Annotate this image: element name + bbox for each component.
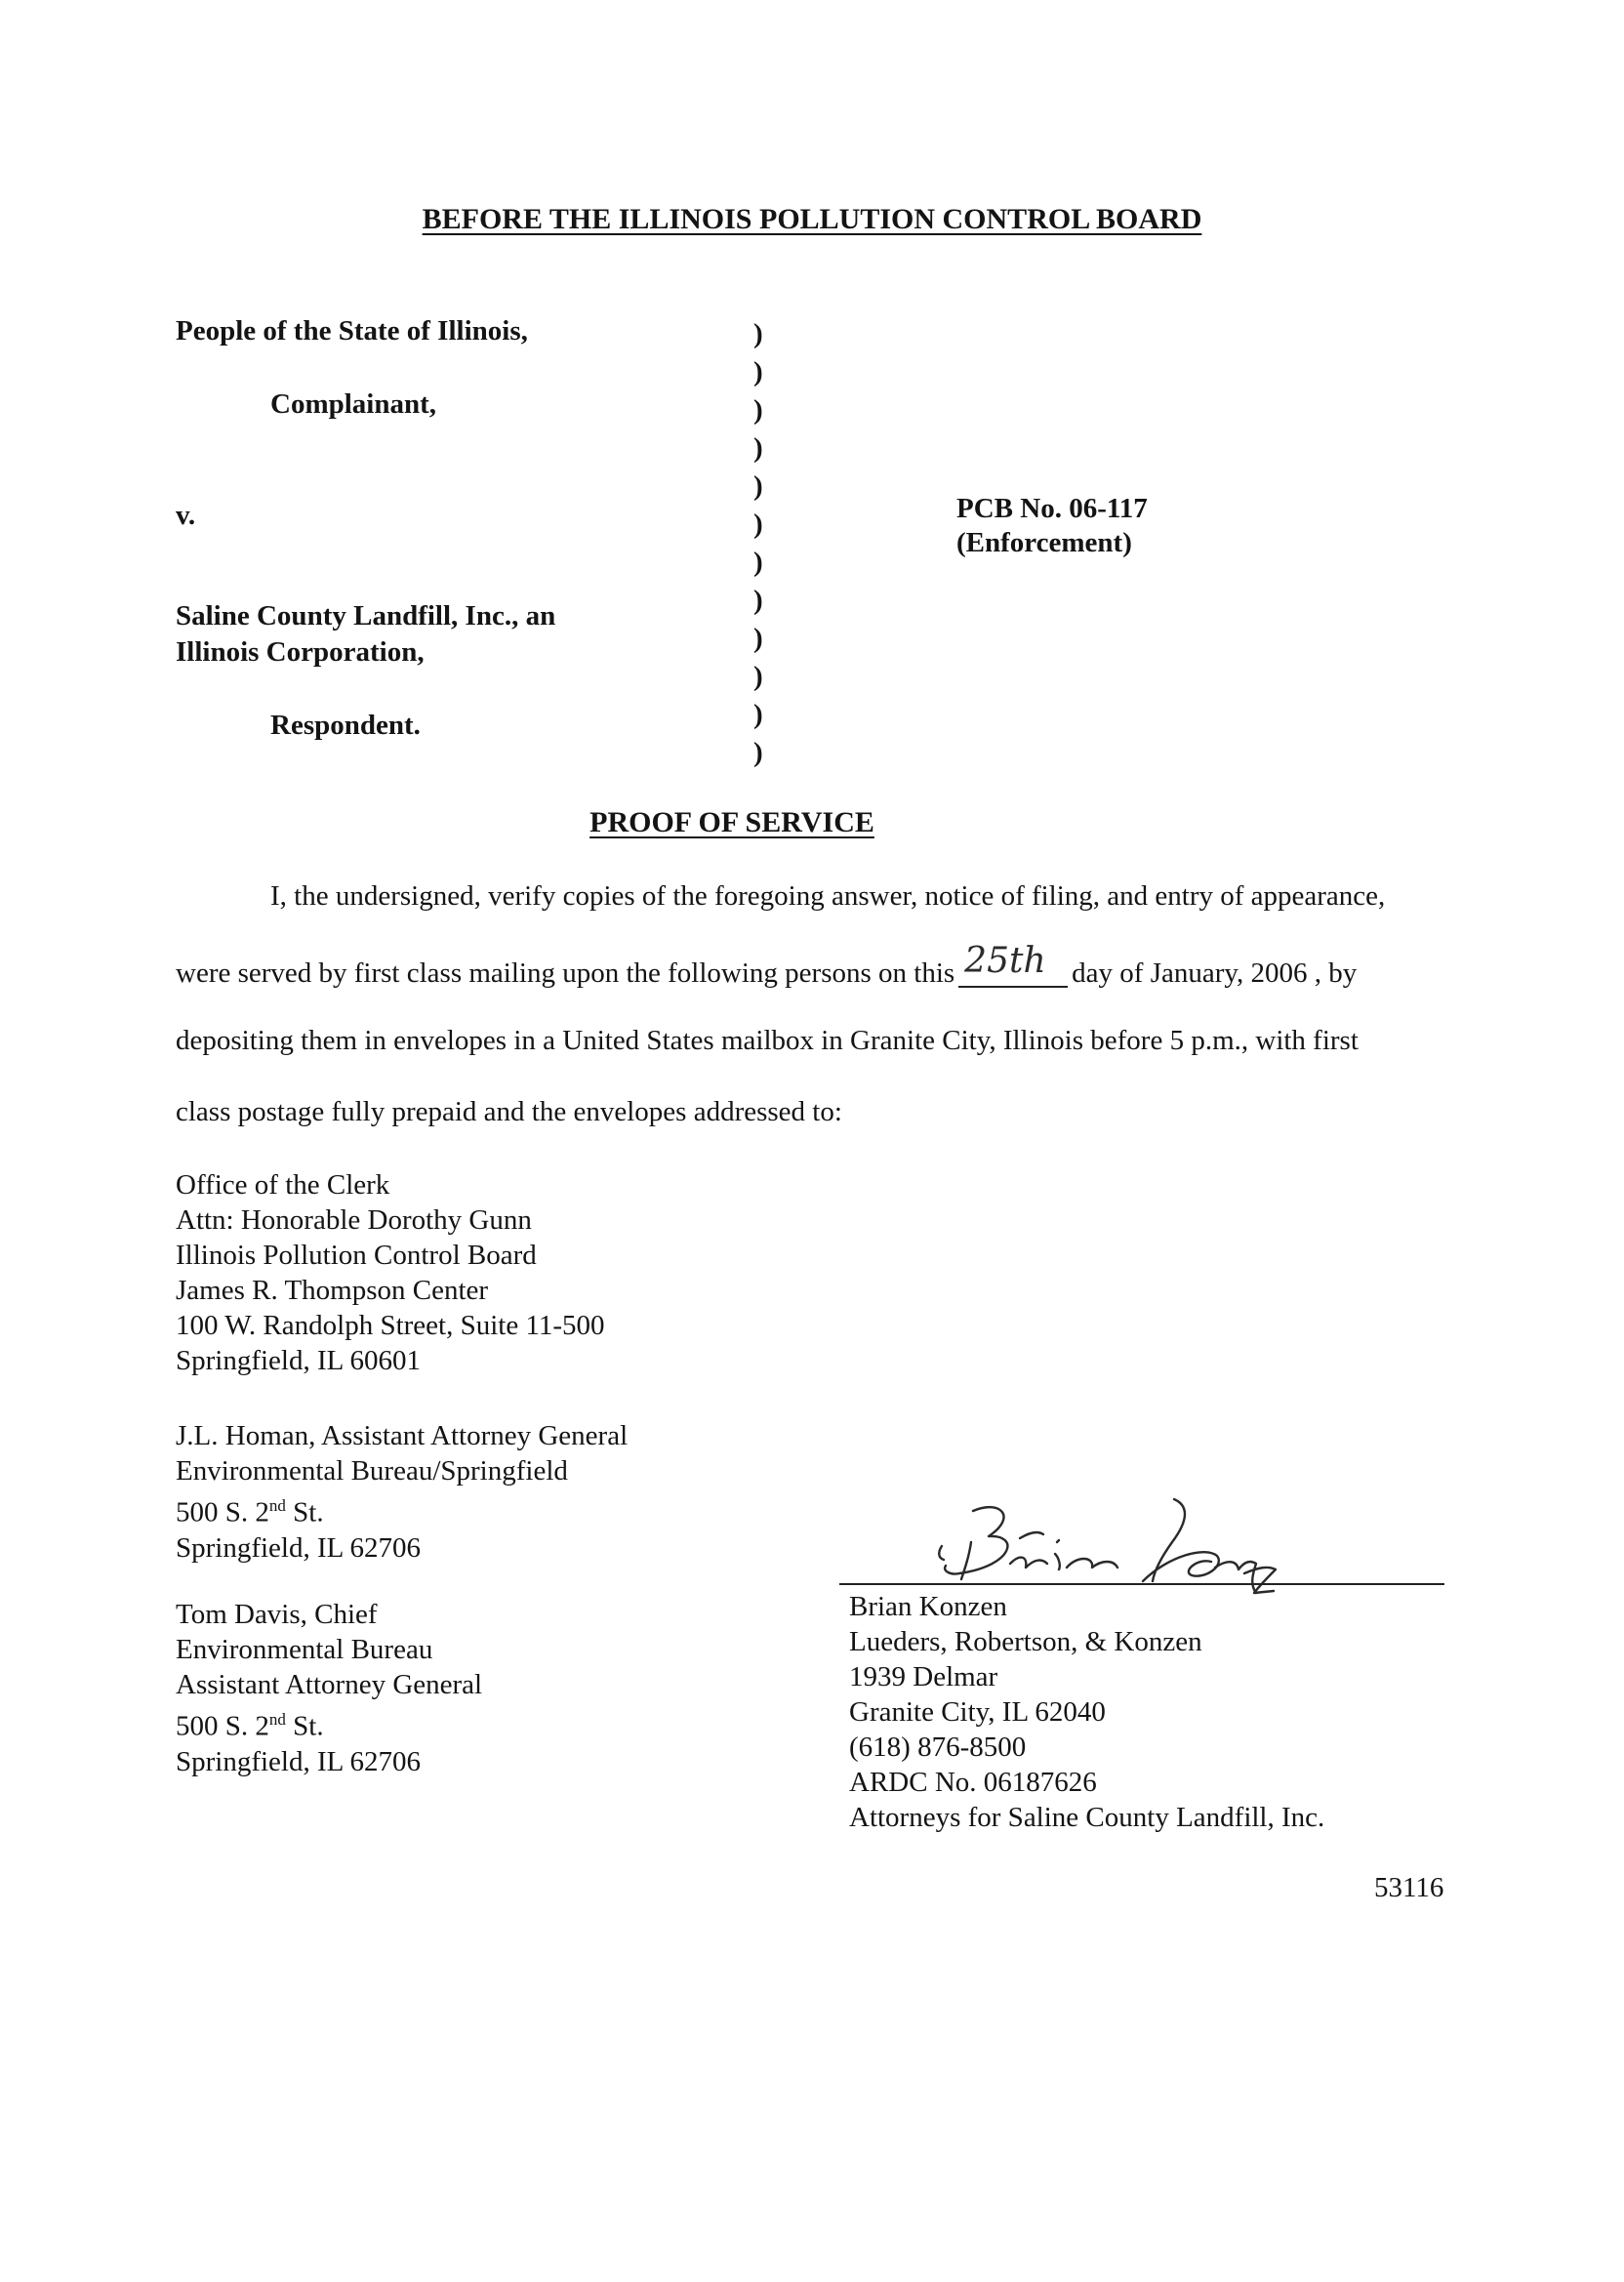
signer-name: Brian Konzen (849, 1591, 1007, 1622)
paren: ) (753, 509, 763, 540)
address-line: Springfield, IL 62706 (176, 1745, 422, 1777)
address-line: Attn: Honorable Dorothy Gunn (176, 1204, 532, 1236)
paren: ) (753, 661, 763, 692)
caption-defendant-role: Respondent. (270, 710, 421, 741)
firm-street: 1939 Delmar (849, 1661, 998, 1692)
body-line-3: depositing them in envelopes in a United States mailbox in Granite City, Illinois before 5 p.m., with first (176, 1025, 1359, 1056)
paren: ) (753, 585, 763, 616)
paren: ) (753, 699, 763, 730)
address-line: Environmental Bureau/Springfield (176, 1455, 568, 1487)
paren: ) (753, 318, 763, 349)
proof-of-service-title: PROOF OF SERVICE (589, 806, 874, 838)
ardc-number: ARDC No. 06187626 (849, 1767, 1097, 1798)
body-line-2-end: day of January, 2006 , by (1072, 958, 1358, 989)
address-line: Springfield, IL 60601 (176, 1345, 422, 1376)
paren: ) (753, 394, 763, 426)
body-line-4: class postage fully prepaid and the envelopes addressed to: (176, 1096, 842, 1127)
signature-line (839, 1583, 1444, 1585)
signature-block (849, 1589, 1324, 1835)
paren: ) (753, 356, 763, 387)
address-line: Environmental Bureau (176, 1634, 433, 1665)
firm-city: Granite City, IL 62040 (849, 1696, 1106, 1728)
address-line: J.L. Homan, Assistant Attorney General (176, 1420, 629, 1451)
page-number: 53116 (1374, 1872, 1444, 1903)
address-line: Springfield, IL 62706 (176, 1531, 422, 1564)
case-type: (Enforcement) (956, 527, 1132, 558)
caption-versus: v. (176, 500, 196, 531)
body-line-2 (176, 941, 1358, 990)
recipient-homan (176, 1418, 628, 1566)
caption-plaintiff-role: Complainant, (270, 388, 437, 420)
caption-defendant-line1: Saline County Landfill, Inc., an (176, 600, 556, 632)
address-line: Tom Davis, Chief (176, 1599, 378, 1630)
document-heading: BEFORE THE ILLINOIS POLLUTION CONTROL BOARD (422, 203, 1202, 235)
address-street: 500 S. 2nd St. (176, 1710, 324, 1742)
recipient-davis (176, 1597, 482, 1779)
address-line: Office of the Clerk (176, 1169, 390, 1201)
address-line: James R. Thompson Center (176, 1275, 489, 1306)
paren: ) (753, 737, 763, 768)
firm-phone: (618) 876-8500 (849, 1732, 1027, 1763)
day-blank (958, 941, 1068, 988)
representation-line: Attorneys for Saline County Landfill, Inc. (849, 1802, 1325, 1833)
caption-defendant-line2: Illinois Corporation, (176, 636, 425, 668)
paren: ) (753, 432, 763, 464)
address-line: Illinois Pollution Control Board (176, 1240, 537, 1271)
handwritten-day: 25th (964, 941, 1046, 981)
paren: ) (753, 623, 763, 654)
caption-plaintiff: People of the State of Illinois, (176, 315, 528, 346)
recipient-clerk (176, 1167, 605, 1378)
body-line-2-start: were served by first class mailing upon the following persons on this (176, 958, 955, 989)
address-street: 500 S. 2nd St. (176, 1496, 324, 1528)
body-line-1: I, the undersigned, verify copies of the foregoing answer, notice of filing, and entry of appearance, (270, 880, 1386, 912)
address-line: Assistant Attorney General (176, 1669, 483, 1700)
paren: ) (753, 547, 763, 578)
signature-text: Brian Konzen (913, 1479, 1000, 1495)
firm-name: Lueders, Robertson, & Konzen (849, 1626, 1202, 1657)
caption-parentheses (753, 315, 763, 772)
address-line: 100 W. Randolph Street, Suite 11-500 (176, 1310, 605, 1341)
case-number: PCB No. 06-117 (956, 493, 1148, 524)
paren: ) (753, 470, 763, 502)
